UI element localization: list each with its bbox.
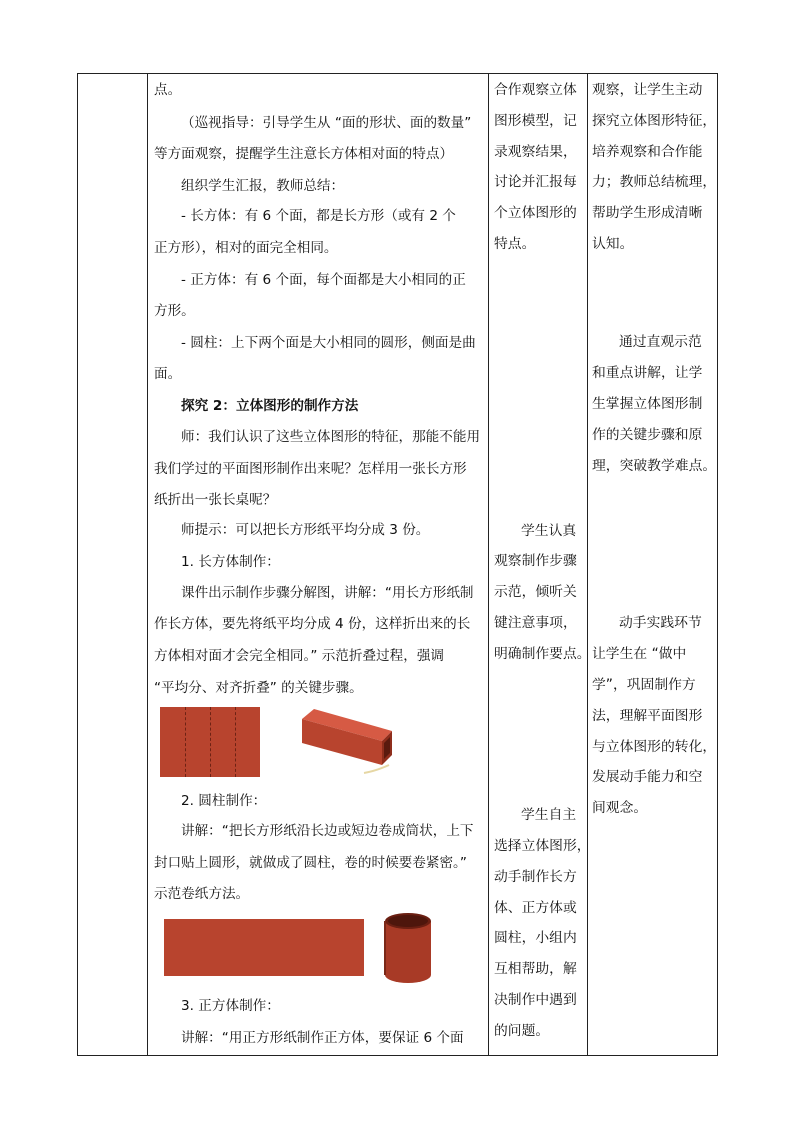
text-line: 3. 正方体制作： (181, 998, 280, 1014)
text-line: 和重点讲解，让学 (592, 365, 703, 381)
text-line: 师提示：可以把长方形纸平均分成 3 份。 (181, 522, 430, 538)
folded-paper-figure (160, 707, 260, 777)
cylinder-model-figure (382, 911, 434, 987)
text-line: 封口贴上圆形，就做成了圆柱，卷的时候要卷紧密。” (154, 855, 467, 871)
text-line: 的问题。 (494, 1023, 550, 1039)
text-line: 图形模型，记 (494, 113, 577, 129)
text-line: 个立体图形的 (494, 205, 577, 221)
paper-strip-figure (164, 919, 364, 976)
text-line: 2. 圆柱制作： (181, 793, 267, 809)
cylinder-side (385, 921, 431, 983)
text-line: 等方面观察，提醒学生注意长方体相对面的特点） (154, 146, 454, 162)
text-line: - 正方体：有 6 个面，每个面都是大小相同的正 (181, 272, 466, 288)
section-heading: 探究 2：立体图形的制作方法 (181, 398, 359, 414)
text-line: 我们学过的平面图形制作出来呢？怎样用一张长方形 (154, 461, 467, 477)
column-divider-3 (587, 73, 588, 1056)
text-line: 课件出示制作步骤分解图，讲解：“用长方形纸制 (181, 585, 474, 601)
text-line: 组织学生汇报，教师总结： (181, 178, 345, 194)
text-line: 正方形），相对的面完全相同。 (154, 240, 338, 256)
text-line: 作长方体，要先将纸平均分成 4 份，这样折出来的长 (154, 616, 471, 632)
text-line: 观察制作步骤 (494, 553, 577, 569)
text-line: 师：我们认识了这些立体图形的特征，那能不能用 (181, 429, 481, 445)
text-line: 录观察结果， (494, 144, 577, 160)
table-border-left (77, 73, 78, 1056)
text-line: 1. 长方体制作： (181, 554, 280, 570)
fold-line (235, 707, 236, 777)
table-border-bottom (77, 1055, 718, 1056)
text-line: “平均分、对齐折叠” 的关键步骤。 (154, 680, 363, 696)
cylinder-inner (388, 915, 428, 927)
text-line: 学生自主 (521, 807, 577, 823)
text-line: 明确制作要点。 (494, 646, 591, 662)
text-line: 动手制作长方 (494, 869, 577, 885)
text-line: 讲解：“用正方形纸制作正方体，要保证 6 个面 (181, 1030, 464, 1046)
text-line: 方形。 (154, 303, 195, 319)
column-divider-1 (147, 73, 148, 1056)
table-border-top (77, 73, 718, 74)
text-line: 键注意事项， (494, 615, 577, 631)
text-line: 探究立体图形特征， (592, 113, 717, 129)
text-line: 方体相对面才会完全相同。” 示范折叠过程，强调 (154, 648, 445, 664)
text-line: 力；教师总结梳理， (592, 174, 717, 190)
text-line: 面。 (154, 366, 182, 382)
text-line: 决制作中遇到 (494, 992, 577, 1008)
text-line: 理，突破教学难点。 (592, 458, 717, 474)
cuboid-model-figure (294, 707, 399, 779)
paper-sheet (160, 707, 260, 777)
text-line: 点。 (154, 82, 182, 98)
text-line: 间观念。 (592, 800, 648, 816)
text-line: 特点。 (494, 236, 536, 252)
fold-line (185, 707, 186, 777)
text-line: 圆柱，小组内 (494, 930, 577, 946)
text-line: 法，理解平面图形 (592, 708, 703, 724)
text-line: - 长方体：有 6 个面，都是长方形（或有 2 个 (181, 208, 456, 224)
text-line: 观察，让学生主动 (592, 82, 703, 98)
text-line: 让学生在 “做中 (592, 646, 687, 662)
text-line: 动手实践环节 (619, 615, 702, 631)
text-line: 学”，巩固制作方 (592, 677, 696, 693)
text-line: 纸折出一张长桌呢？ (154, 492, 277, 508)
text-line: 讲解：“把长方形纸沿长边或短边卷成筒状，上下 (181, 823, 474, 839)
text-line: 帮助学生形成清晰 (592, 205, 703, 221)
text-line: 选择立体图形， (494, 838, 591, 854)
text-line: 通过直观示范 (619, 334, 702, 350)
text-line: 学生认真 (521, 523, 577, 539)
shadow-mark (364, 765, 389, 773)
text-line: 合作观察立体 (494, 82, 577, 98)
text-line: 生掌握立体图形制 (592, 396, 703, 412)
text-line: 认知。 (592, 236, 634, 252)
paper-strip (164, 919, 364, 976)
text-line: 发展动手能力和空 (592, 769, 703, 785)
table-border-right (717, 73, 718, 1056)
text-line: 示范卷纸方法。 (154, 886, 250, 902)
text-line: 作的关键步骤和原 (592, 427, 703, 443)
text-line: （巡视指导：引导学生从 “面的形状、面的数量” (181, 115, 472, 131)
lesson-plan-table (77, 73, 718, 1056)
column-divider-2 (488, 73, 489, 1056)
text-line: 互相帮助，解 (494, 961, 577, 977)
text-line: 培养观察和合作能 (592, 144, 703, 160)
fold-line (210, 707, 211, 777)
text-line: 示范，倾听关 (494, 584, 577, 600)
text-line: - 圆柱：上下两个面是大小相同的圆形，侧面是曲 (181, 335, 476, 351)
text-line: 体、正方体或 (494, 900, 577, 916)
text-line: 与立体图形的转化， (592, 739, 717, 755)
text-line: 讨论并汇报每 (494, 174, 577, 190)
